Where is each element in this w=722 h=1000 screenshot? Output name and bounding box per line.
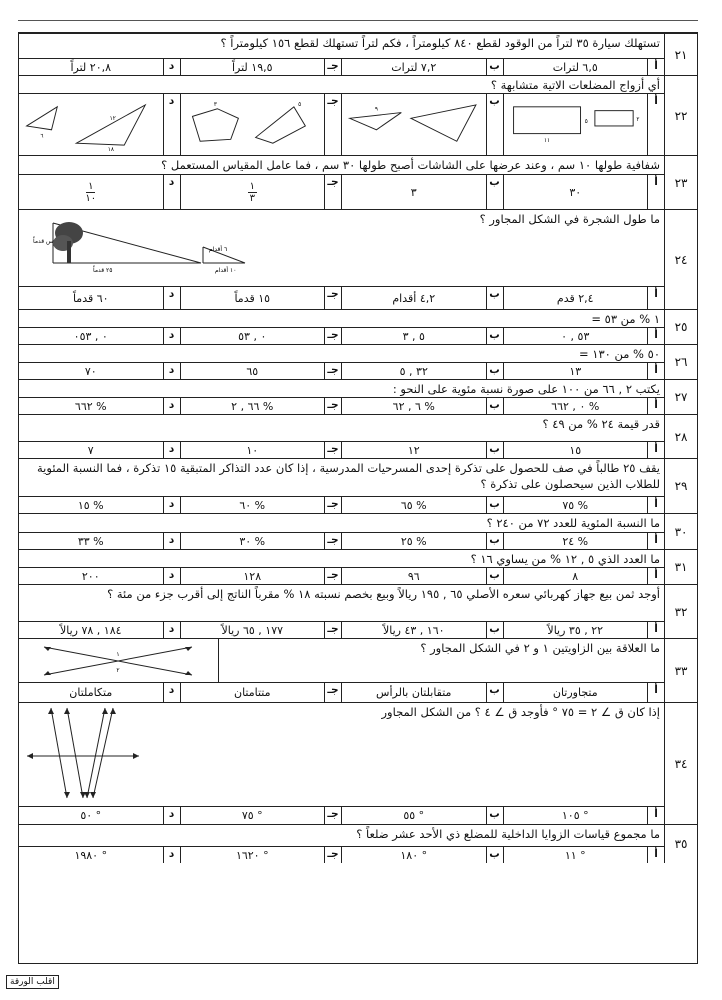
question-26 — [19, 345, 697, 380]
option-letter: أ — [647, 442, 664, 458]
question-27 — [19, 380, 697, 415]
question-stem: ٥٠ % من ١٣٠ = — [19, 345, 664, 363]
option-c[interactable]: ° ٧٥ — [180, 807, 325, 824]
option-letter: ب — [486, 807, 503, 824]
numerator: ١ — [249, 180, 255, 192]
label-rect-small: ٢ — [635, 116, 639, 123]
question-21 — [19, 34, 697, 76]
option-a[interactable] — [503, 94, 648, 155]
question-24 — [19, 210, 697, 310]
question-number: ٣٣ — [664, 639, 697, 702]
option-a[interactable]: ٦,٥ لترات — [503, 59, 648, 75]
label-tri-d-c: ٦ — [40, 132, 44, 139]
tree-shadow-figure — [23, 211, 253, 275]
option-b[interactable]: ° ١٨٠ — [341, 847, 486, 863]
option-letter: د — [163, 807, 180, 824]
option-letter: أ — [647, 497, 664, 513]
option-letter: أ — [647, 847, 664, 863]
option-b[interactable]: ١٦٠ , ٤٣ ريالاً — [341, 622, 486, 638]
question-number: ٣٤ — [664, 703, 697, 824]
option-letter: د — [163, 328, 180, 344]
question-stem: يكتب ٢ , ٦٦ من ١٠٠ على صورة نسبة مئوية على النحو : — [19, 380, 664, 398]
option-d[interactable]: ٧٠ — [84, 364, 97, 378]
option-letter: د — [163, 847, 180, 863]
question-23 — [19, 156, 697, 210]
option-letter: ب — [486, 533, 503, 549]
numerator: ١ — [88, 180, 94, 192]
label-tri-d-b: ١٨ — [107, 146, 114, 153]
option-d[interactable]: ° ٥٠ — [80, 809, 102, 822]
option-b[interactable]: % ٦ , ٦٢ — [341, 398, 486, 414]
option-c[interactable]: % ٦٠ — [180, 497, 325, 513]
question-stem: ما العلاقة بين الزاويتين ١ و ٢ في الشكل المجاور ؟ — [420, 641, 660, 655]
option-letter: ب — [486, 94, 503, 155]
option-letter: جـ — [324, 398, 341, 414]
label-tri-small: ٩ — [374, 106, 378, 113]
exam-sheet — [18, 32, 698, 964]
option-d[interactable]: ٢٠٠ — [81, 569, 100, 583]
option-letter: د — [163, 568, 180, 584]
option-b[interactable]: ٤,٢ أقدام — [341, 287, 486, 309]
option-letter: ب — [486, 847, 503, 863]
option-letter: جـ — [324, 683, 341, 702]
option-letter: ب — [486, 175, 503, 209]
option-letter: جـ — [324, 568, 341, 584]
option-letter: جـ — [324, 363, 341, 379]
option-a[interactable]: ° ١٠٥ — [503, 807, 648, 824]
option-letter: جـ — [324, 847, 341, 863]
option-letter: أ — [647, 94, 664, 155]
option-letter: أ — [647, 622, 664, 638]
option-letter: جـ — [324, 533, 341, 549]
question-number: ٢٦ — [664, 345, 697, 379]
rectangles-figure — [504, 96, 648, 154]
intersecting-lines-figure — [38, 641, 198, 681]
fraction — [248, 181, 257, 204]
option-letter: أ — [647, 363, 664, 379]
option-c[interactable]: متتامتان — [180, 683, 325, 702]
question-28 — [19, 415, 697, 459]
label-person-height: ٦ أقدام — [209, 246, 228, 253]
option-d[interactable]: % ٣٣ — [77, 534, 104, 548]
option-letter: جـ — [324, 497, 341, 513]
option-a[interactable]: ٨ — [503, 568, 648, 584]
option-a[interactable]: ° ١١ — [503, 847, 648, 863]
option-d[interactable]: ٠ , ٠٥٣ — [73, 329, 108, 343]
question-33 — [19, 639, 697, 703]
question-22 — [19, 76, 697, 156]
option-letter: ب — [486, 59, 503, 75]
option-letter: أ — [647, 287, 664, 309]
option-letter: أ — [647, 328, 664, 344]
question-stem: أي أزواج المضلعات الاتية متشابهة ؟ — [19, 76, 664, 94]
option-letter: جـ — [324, 622, 341, 638]
label-angle-2: ٢ — [116, 666, 120, 674]
question-number: ٢٢ — [664, 76, 697, 155]
label-poly-a: ٣ — [213, 101, 217, 108]
option-letter: جـ — [324, 94, 341, 155]
triangles-figure — [342, 96, 486, 154]
question-32 — [19, 585, 697, 639]
question-number: ٢٩ — [664, 459, 697, 513]
question-stem: قدر قيمة ٢٤ % من ٤٩ ؟ — [19, 415, 664, 442]
option-a[interactable]: ١٥ — [503, 442, 648, 458]
question-number: ٢٥ — [664, 310, 697, 344]
option-letter: د — [163, 287, 180, 309]
option-a[interactable]: ٣٠ — [503, 175, 648, 209]
option-letter: أ — [647, 568, 664, 584]
fraction — [85, 181, 96, 204]
option-c[interactable]: ° ١٦٢٠ — [180, 847, 325, 863]
top-rule — [18, 20, 698, 21]
option-c[interactable]: ١٥ قدماً — [180, 287, 325, 309]
option-c[interactable]: ١٢٨ — [180, 568, 325, 584]
label-rect-side: ٥ — [584, 118, 588, 125]
option-a[interactable]: % ٧٥ — [503, 497, 648, 513]
question-stem: يقف ٢٥ طالباً في صف للحصول على تذكرة إحدى المسرحيات المدرسية ، إذا كان عدد التذاكر المتبقية ١٥ تذكرة ، فما النسبة المئوية للطلاب الذين سيحصلون على تذكرة ؟ — [19, 459, 664, 497]
option-b[interactable]: % ٢٥ — [341, 533, 486, 549]
option-d[interactable]: % ٦٦٢ — [74, 399, 107, 413]
label-tri-d-a: ١٢ — [109, 115, 116, 122]
question-31 — [19, 550, 697, 585]
option-letter: ب — [486, 328, 503, 344]
option-letter: جـ — [324, 59, 341, 75]
question-29 — [19, 459, 697, 514]
option-letter: جـ — [324, 175, 341, 209]
question-number: ٢٨ — [664, 415, 697, 458]
question-stem: ١ % من ٥٣ = — [19, 310, 664, 328]
option-a[interactable]: ٢٢ , ٣٥ ريالاً — [503, 622, 648, 638]
option-b[interactable]: ٣ — [341, 175, 486, 209]
question-number: ٢٤ — [664, 210, 697, 309]
option-d[interactable]: متكاملتان — [69, 686, 113, 699]
option-letter: ب — [486, 568, 503, 584]
question-number: ٣٠ — [664, 514, 697, 549]
option-b[interactable]: ٩٦ — [341, 568, 486, 584]
option-d[interactable]: ١٨٤ , ٧٨ ريالاً — [59, 623, 122, 637]
question-stem: تستهلك سيارة ٣٥ لتراً من الوقود لقطع ٨٤٠ كيلومتراً ، فكم لتراً تستهلك لقطع ١٥٦ كيلومتراً ؟ — [19, 34, 664, 59]
question-stem: ما العدد الذي ٥ , ١٢ % من يساوي ١٦ ؟ — [19, 550, 664, 568]
option-letter: د — [163, 533, 180, 549]
question-stem: شفافية طولها ١٠ سم ، وعند عرضها على الشاشات أصبح طولها ٣٠ سم ، فما عامل المقياس المستعمل ؟ — [19, 156, 664, 175]
option-c[interactable]: % ٣٠ — [180, 533, 325, 549]
question-number: ٢٧ — [664, 380, 697, 414]
label-person-shadow: ١٠ أقدام — [215, 267, 237, 274]
turn-page-label: اقلب الورقة — [6, 975, 59, 989]
label-rect-big: ١١ — [543, 137, 550, 144]
option-d[interactable]: ° ١٩٨٠ — [74, 848, 108, 862]
option-b[interactable]: ١٢ — [341, 442, 486, 458]
question-stem: ما النسبة المئوية للعدد ٧٢ من ٢٤٠ ؟ — [19, 514, 664, 533]
question-number: ٢٣ — [664, 156, 697, 209]
question-25 — [19, 310, 697, 345]
option-letter: ب — [486, 398, 503, 414]
option-c[interactable]: ١٠ — [180, 442, 325, 458]
option-letter: جـ — [324, 328, 341, 344]
option-b[interactable] — [341, 94, 486, 155]
option-c[interactable] — [180, 94, 325, 155]
option-b[interactable]: ٣٢ , ٥ — [341, 363, 486, 379]
question-number: ٣٢ — [664, 585, 697, 638]
parallel-lines-figure — [23, 704, 143, 800]
option-letter: جـ — [324, 442, 341, 458]
option-letter: جـ — [324, 287, 341, 309]
angles-figure-cell — [19, 639, 219, 682]
option-c[interactable]: ٠ , ٥٣ — [180, 328, 325, 344]
question-stem-area — [19, 210, 664, 287]
question-30 — [19, 514, 697, 550]
option-letter: أ — [647, 533, 664, 549]
question-stem-area — [19, 703, 664, 807]
label-poly-b: ٥ — [297, 101, 301, 108]
question-35 — [19, 825, 697, 863]
option-letter: د — [163, 497, 180, 513]
option-letter: ب — [486, 683, 503, 702]
option-letter: د — [163, 59, 180, 75]
option-d[interactable]: % ١٥ — [77, 498, 104, 512]
option-letter: د — [163, 442, 180, 458]
option-letter: ب — [486, 497, 503, 513]
option-d[interactable] — [19, 94, 163, 155]
option-letter: ب — [486, 442, 503, 458]
triangles-pair-figure — [19, 96, 163, 154]
option-c[interactable]: ٦٥ — [180, 363, 325, 379]
question-stem: أوجد ثمن بيع جهاز كهربائي سعره الأصلي ٦٥ , ١٩٥ ريالاً وبيع بخصم نسبته ١٨ % مقرباً الناتج إلى أقرب جزء من مئة ؟ — [19, 585, 664, 622]
option-letter: د — [163, 398, 180, 414]
option-c[interactable] — [180, 175, 325, 209]
option-letter: ب — [486, 363, 503, 379]
option-letter: ب — [486, 287, 503, 309]
question-stem: إذا كان ق ∠ ٢ = ٧٥ ° فأوجد ق ∠ ٤ ؟ من الشكل المجاور — [381, 705, 660, 719]
option-a[interactable]: ٢,٤ قدم — [503, 287, 648, 309]
option-b[interactable]: متقابلتان بالرأس — [341, 683, 486, 702]
question-34 — [19, 703, 697, 825]
question-number: ٣١ — [664, 550, 697, 584]
option-letter: أ — [647, 175, 664, 209]
label-angle-1: ١ — [116, 650, 120, 658]
question-stem: ما مجموع قياسات الزوايا الداخلية للمضلع ذي الأحد عشر ضلعاً ؟ — [19, 825, 664, 847]
option-c[interactable]: ١٧٧ , ٦٥ ريالاً — [180, 622, 325, 638]
denominator: ١٠ — [85, 192, 97, 204]
option-c[interactable]: % ٦٦ , ٢ — [180, 398, 325, 414]
question-stem: ما طول الشجرة في الشكل المجاور ؟ — [479, 212, 660, 226]
label-tree-height: س قدماً — [33, 238, 54, 245]
question-number: ٢١ — [664, 34, 697, 75]
option-b[interactable]: % ٦٥ — [341, 497, 486, 513]
option-letter: أ — [647, 807, 664, 824]
option-letter: د — [163, 94, 180, 155]
option-b[interactable]: ° ٥٥ — [341, 807, 486, 824]
option-letter: د — [163, 363, 180, 379]
option-d[interactable]: ٧ — [87, 443, 94, 457]
option-a[interactable]: ١٣ — [503, 363, 648, 379]
polygons-figure — [181, 96, 325, 154]
option-a[interactable]: % ٢٤ — [503, 533, 648, 549]
label-tree-shadow: ٢٥ قدماً — [93, 267, 113, 274]
option-letter: ب — [486, 622, 503, 638]
question-number: ٣٥ — [664, 825, 697, 863]
option-a[interactable]: ٥٣ , ٠ — [503, 328, 648, 344]
option-letter: جـ — [324, 807, 341, 824]
option-letter: أ — [647, 398, 664, 414]
option-letter: أ — [647, 683, 664, 702]
option-letter: أ — [647, 59, 664, 75]
option-d[interactable]: ٦٠ قدماً — [72, 291, 109, 305]
option-a[interactable]: متجاورتان — [503, 683, 648, 702]
option-b[interactable]: ٧,٢ لترات — [341, 59, 486, 75]
denominator: ٣ — [249, 192, 255, 204]
option-a[interactable]: % ٠ , ٦٦٢ — [503, 398, 648, 414]
option-letter: د — [163, 683, 180, 702]
option-letter: د — [163, 622, 180, 638]
option-d[interactable]: ٢٠,٨ لتراً — [70, 60, 112, 74]
option-c[interactable]: ١٩,٥ لتراً — [180, 59, 325, 75]
option-letter: د — [163, 175, 180, 209]
option-d[interactable] — [19, 175, 163, 209]
option-b[interactable]: ٥ , ٣ — [341, 328, 486, 344]
